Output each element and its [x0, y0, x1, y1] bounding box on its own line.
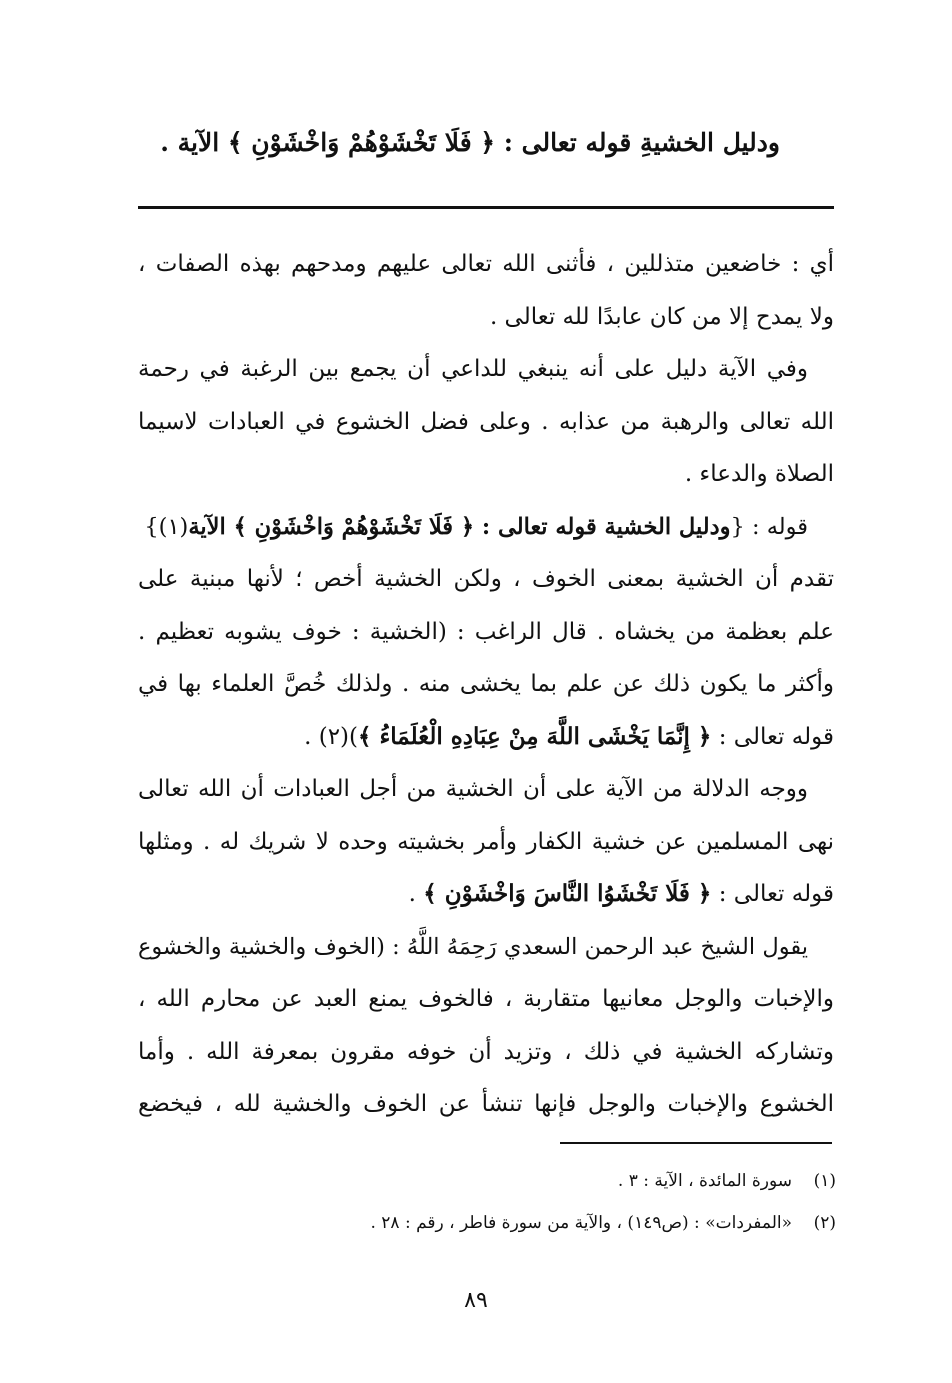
quran-verse: ﴿ إِنَّمَا يَخْشَى اللَّهَ مِنْ عِبَادِهِ الْعُلَمَاءُ ﴾: [358, 722, 712, 750]
running-head: ودليل الخشيةِ قوله تعالى : ﴿ فَلَا تَخْشَوْهُمْ وَاخْشَوْنِ ﴾ الآية .: [160, 128, 780, 157]
text-line: [138, 501, 834, 554]
text-line: وفي الآية دليل على أنه ينبغي للداعي أن يجمع بين الرغبة في رحمة: [138, 356, 808, 382]
text-run: قوله : {: [730, 513, 808, 540]
body-text: [138, 238, 834, 1131]
text-run: .: [408, 881, 424, 907]
quran-verse: ﴿ فَلَا تَخْشَوُا النَّاسَ وَاخْشَوْنِ ﴾: [423, 880, 712, 907]
paragraph-3: [138, 501, 834, 764]
text-run: قوله تعالى :: [711, 723, 834, 750]
paragraph-5: [138, 921, 834, 1131]
text-line: وأكثر ما يكون ذلك عن علم بما يخشى منه . ولذلك خُصَّ العلماء بها في: [138, 671, 834, 697]
text-line: والإخبات والوجل معانيها متقاربة ، فالخوف يمنع العبد عن محارم الله ،: [138, 986, 834, 1012]
footnote-text: سورة المائدة ، الآية : ٣ .: [617, 1171, 792, 1191]
text-line: وتشاركه الخشية في ذلك ، وتزيد أن خوفه مقرون بمعرفة الله . وأما: [138, 1038, 834, 1065]
footnote-ref: )(٢) .: [304, 723, 358, 750]
footnote-number: (١): [813, 1171, 836, 1191]
text-line: علم بعظمة من يخشاه . قال الراغب : (الخشية : خوف يشوبه تعظيم .: [138, 618, 834, 645]
paragraph-4: [138, 763, 834, 921]
footnote-text: «المفردات» : (ص١٤٩) ، والآية من سورة فاطر ، رقم : ٢٨ .: [370, 1213, 792, 1233]
footnote-number: (٢): [813, 1213, 836, 1233]
text-line: [138, 711, 834, 764]
footnote-2: [136, 1202, 836, 1244]
text-line: يقول الشيخ عبد الرحمن السعدي رَحِمَهُ اللَّهُ : (الخوف والخشية والخشوع: [138, 933, 808, 960]
paragraph-2: [138, 343, 834, 501]
text-line: تقدم أن الخشية بمعنى الخوف ، ولكن الخشية أخص ؛ لأنها مبنية على: [138, 566, 834, 592]
text-run: قوله تعالى :: [711, 881, 834, 907]
header-rule: [138, 206, 834, 209]
footnotes: [136, 1160, 836, 1244]
quoted-matn: ودليل الخشية قوله تعالى : ﴿ فَلَا تَخْشَوْهُمْ وَاخْشَوْنِ ﴾ الآية: [188, 513, 731, 540]
footnote-ref: (١)}: [144, 513, 189, 540]
text-line: [138, 868, 834, 921]
paragraph-1: [138, 238, 834, 343]
text-line: الخشوع والإخبات والوجل فإنها تنشأ عن الخوف والخشية لله ، فيخضع: [138, 1091, 834, 1117]
text-line: أي : خاضعين متذللين ، فأثنى الله تعالى عليهم ومدحهم بهذه الصفات ،: [138, 251, 834, 277]
text-line: الله تعالى والرهبة من عذابه . وعلى فضل الخشوع في العبادات لاسيما: [138, 408, 834, 435]
text-line: نهى المسلمين عن خشية الكفار وأمر بخشيته وحده لا شريك له . ومثلها: [138, 828, 834, 855]
footnote-1: [136, 1160, 836, 1202]
text-line: ووجه الدلالة من الآية على أن الخشية من أجل العبادات أن الله تعالى: [138, 776, 808, 802]
footnote-rule: [560, 1142, 832, 1144]
page-number: ٨٩: [464, 1288, 488, 1313]
text-line: الصلاة والدعاء .: [684, 461, 834, 487]
text-line: ولا يمدح إلا من كان عابدًا لله تعالى .: [489, 303, 834, 330]
